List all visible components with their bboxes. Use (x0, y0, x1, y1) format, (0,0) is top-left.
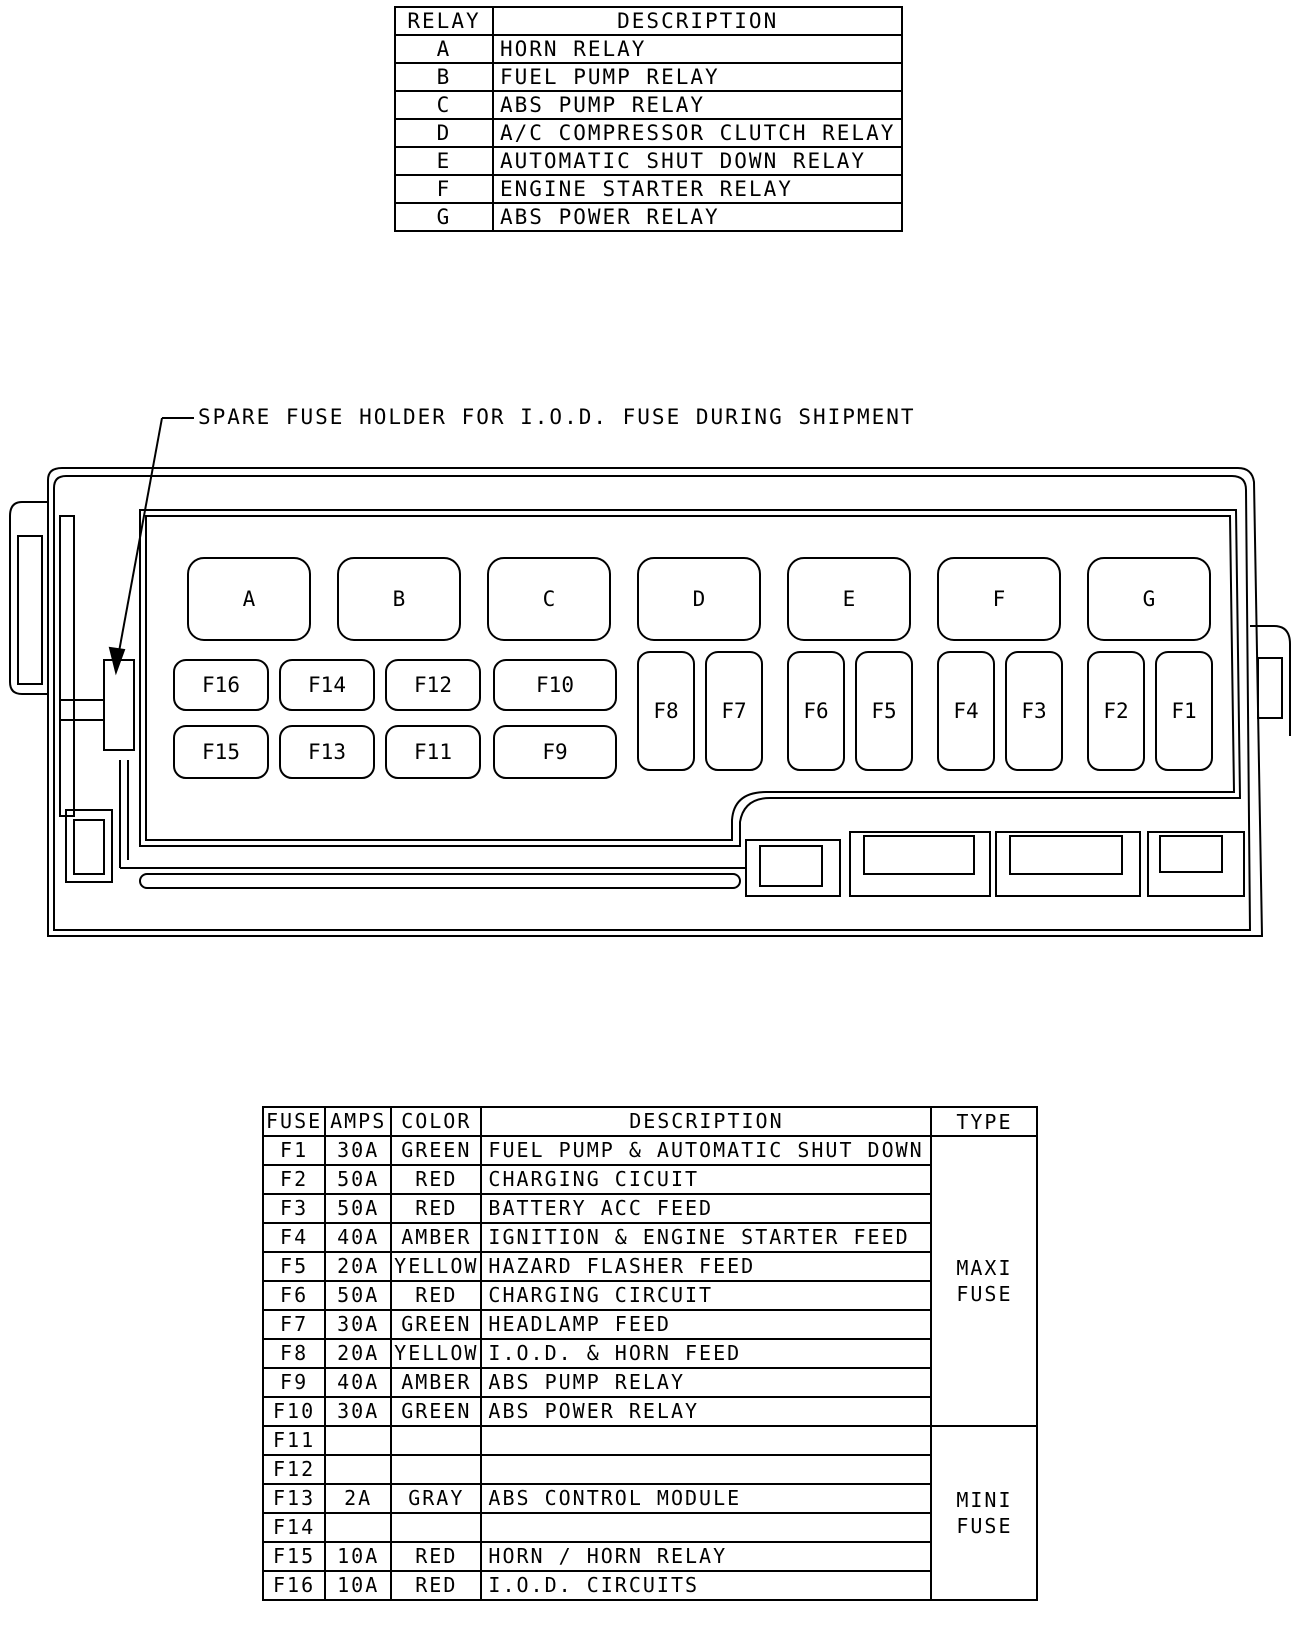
fuse-table (262, 1106, 1038, 1601)
fuse-color: AMBER (391, 1368, 481, 1397)
fuse-label: F9 (542, 740, 568, 764)
fuse-amps: 50A (325, 1165, 391, 1194)
fuse-color: RED (391, 1281, 481, 1310)
fuse-description: FUEL PUMP & AUTOMATIC SHUT DOWN (481, 1136, 931, 1165)
fuse-row (263, 1484, 1037, 1513)
fuse-amps: 40A (325, 1368, 391, 1397)
fuse-id: F1 (263, 1136, 325, 1165)
fuse-label: F15 (202, 740, 240, 764)
relay-label: A (242, 587, 256, 611)
fuse-description: IGNITION & ENGINE STARTER FEED (481, 1223, 931, 1252)
fuse-color: YELLOW (391, 1339, 481, 1368)
fuse-id: F6 (263, 1281, 325, 1310)
relay-description: FUEL PUMP RELAY (493, 63, 902, 91)
fuse-description: I.O.D. & HORN FEED (481, 1339, 931, 1368)
fuse-row (263, 1310, 1037, 1339)
fuse-color (391, 1426, 481, 1455)
fuse-id: F3 (263, 1194, 325, 1223)
fuse-color: RED (391, 1571, 481, 1600)
fuse-description: ABS CONTROL MODULE (481, 1484, 931, 1513)
fuse-row (263, 1368, 1037, 1397)
relay-description: ABS POWER RELAY (493, 203, 902, 231)
fuse-row (263, 1542, 1037, 1571)
relay-table-header (395, 7, 902, 35)
fuse-row (263, 1165, 1037, 1194)
fuse-color (391, 1513, 481, 1542)
spare-fuse-callout: SPARE FUSE HOLDER FOR I.O.D. FUSE DURING SHIPMENT (198, 405, 916, 429)
fuse-id: F7 (263, 1310, 325, 1339)
fuse-id: F16 (263, 1571, 325, 1600)
fuse-label: F1 (1171, 699, 1197, 723)
fuse-color: RED (391, 1165, 481, 1194)
fuse-amps: 40A (325, 1223, 391, 1252)
type-column-header: TYPE (931, 1107, 1037, 1136)
relay-description: HORN RELAY (493, 35, 902, 63)
relay-id: C (395, 91, 493, 119)
fuse-description: ABS PUMP RELAY (481, 1368, 931, 1397)
relay-id: F (395, 175, 493, 203)
relay-table (394, 6, 903, 232)
fuse-id: F15 (263, 1542, 325, 1571)
relay-label: D (692, 587, 706, 611)
fuse-id: F5 (263, 1252, 325, 1281)
fuse-amps (325, 1455, 391, 1484)
relay-label: E (842, 587, 856, 611)
fuse-label: F6 (803, 699, 829, 723)
fuse-box-diagram (0, 400, 1312, 940)
fuse-row (263, 1281, 1037, 1310)
fuse-description: ABS POWER RELAY (481, 1397, 931, 1426)
relay-description: ABS PUMP RELAY (493, 91, 902, 119)
relay-row (395, 147, 902, 175)
fuse-label: F7 (721, 699, 747, 723)
fuse-color: RED (391, 1542, 481, 1571)
fuse-amps: 30A (325, 1310, 391, 1339)
fuse-label: F11 (414, 740, 452, 764)
relay-row (395, 119, 902, 147)
relay-id: E (395, 147, 493, 175)
fuse-amps: 10A (325, 1571, 391, 1600)
fuse-amps: 20A (325, 1339, 391, 1368)
fuse-row (263, 1455, 1037, 1484)
fuse-amps: 30A (325, 1397, 391, 1426)
color-column-header: COLOR (391, 1107, 481, 1136)
fuse-label: F14 (308, 673, 346, 697)
fuse-amps: 30A (325, 1136, 391, 1165)
fuse-id: F10 (263, 1397, 325, 1426)
fuse-row (263, 1223, 1037, 1252)
fuse-description: HEADLAMP FEED (481, 1310, 931, 1339)
relay-column-header: RELAY (395, 7, 493, 35)
relay-id: B (395, 63, 493, 91)
fuse-label: F5 (871, 699, 897, 723)
fuse-color (391, 1455, 481, 1484)
fuse-amps: 50A (325, 1194, 391, 1223)
fuse-label: F13 (308, 740, 346, 764)
fuse-label: F16 (202, 673, 240, 697)
fuse-description: BATTERY ACC FEED (481, 1194, 931, 1223)
fuse-id: F14 (263, 1513, 325, 1542)
relay-id: G (395, 203, 493, 231)
fuse-row (263, 1136, 1037, 1165)
relay-row (395, 63, 902, 91)
fuse-row (263, 1571, 1037, 1600)
relay-description: AUTOMATIC SHUT DOWN RELAY (493, 147, 902, 175)
fuse-id: F9 (263, 1368, 325, 1397)
fuse-label: F8 (653, 699, 679, 723)
fuse-column-header: FUSE (263, 1107, 325, 1136)
relay-label: F (992, 587, 1006, 611)
description-column-header: DESCRIPTION (481, 1107, 931, 1136)
relay-row (395, 203, 902, 231)
fuse-row (263, 1426, 1037, 1455)
fuse-amps (325, 1426, 391, 1455)
fuse-amps: 20A (325, 1252, 391, 1281)
relay-label: B (392, 587, 406, 611)
amps-column-header: AMPS (325, 1107, 391, 1136)
fuse-row (263, 1397, 1037, 1426)
fuse-id: F8 (263, 1339, 325, 1368)
fuse-id: F12 (263, 1455, 325, 1484)
fuse-row (263, 1513, 1037, 1542)
fuse-table-header (263, 1107, 1037, 1136)
fuse-id: F13 (263, 1484, 325, 1513)
description-column-header: DESCRIPTION (493, 7, 902, 35)
relay-description: ENGINE STARTER RELAY (493, 175, 902, 203)
fuse-id: F2 (263, 1165, 325, 1194)
fuse-row (263, 1339, 1037, 1368)
fuse-amps: 50A (325, 1281, 391, 1310)
fuse-description (481, 1426, 931, 1455)
fuse-id: F4 (263, 1223, 325, 1252)
relay-label: G (1142, 587, 1156, 611)
fuse-amps: 10A (325, 1542, 391, 1571)
fuse-description: CHARGING CICUIT (481, 1165, 931, 1194)
relay-row (395, 91, 902, 119)
fuse-description: HORN / HORN RELAY (481, 1542, 931, 1571)
relay-label: C (542, 587, 556, 611)
fuse-color: RED (391, 1194, 481, 1223)
fuse-color: GRAY (391, 1484, 481, 1513)
relay-row (395, 35, 902, 63)
fuse-row (263, 1194, 1037, 1223)
fuse-description (481, 1513, 931, 1542)
fuse-color: AMBER (391, 1223, 481, 1252)
fuse-amps (325, 1513, 391, 1542)
fuse-color: GREEN (391, 1397, 481, 1426)
fuse-description: HAZARD FLASHER FEED (481, 1252, 931, 1281)
fuse-description (481, 1455, 931, 1484)
relay-row (395, 175, 902, 203)
fuse-color: GREEN (391, 1310, 481, 1339)
fuse-label: F12 (414, 673, 452, 697)
fuse-id: F11 (263, 1426, 325, 1455)
fuse-label: F2 (1103, 699, 1129, 723)
fuse-type: MAXI FUSE (931, 1136, 1037, 1426)
relay-id: D (395, 119, 493, 147)
fuse-color: YELLOW (391, 1252, 481, 1281)
fuse-amps: 2A (325, 1484, 391, 1513)
relay-id: A (395, 35, 493, 63)
fuse-type: MINI FUSE (931, 1426, 1037, 1600)
relay-description: A/C COMPRESSOR CLUTCH RELAY (493, 119, 902, 147)
relay-boxes (188, 558, 1210, 640)
fuse-label: F3 (1021, 699, 1047, 723)
fuse-color: GREEN (391, 1136, 481, 1165)
fuse-description: CHARGING CIRCUIT (481, 1281, 931, 1310)
fuse-row (263, 1252, 1037, 1281)
fuse-boxes (174, 652, 1212, 778)
inner-tray (140, 510, 1240, 846)
fuse-label: F4 (953, 699, 979, 723)
fuse-description: I.O.D. CIRCUITS (481, 1571, 931, 1600)
fuse-label: F10 (536, 673, 574, 697)
